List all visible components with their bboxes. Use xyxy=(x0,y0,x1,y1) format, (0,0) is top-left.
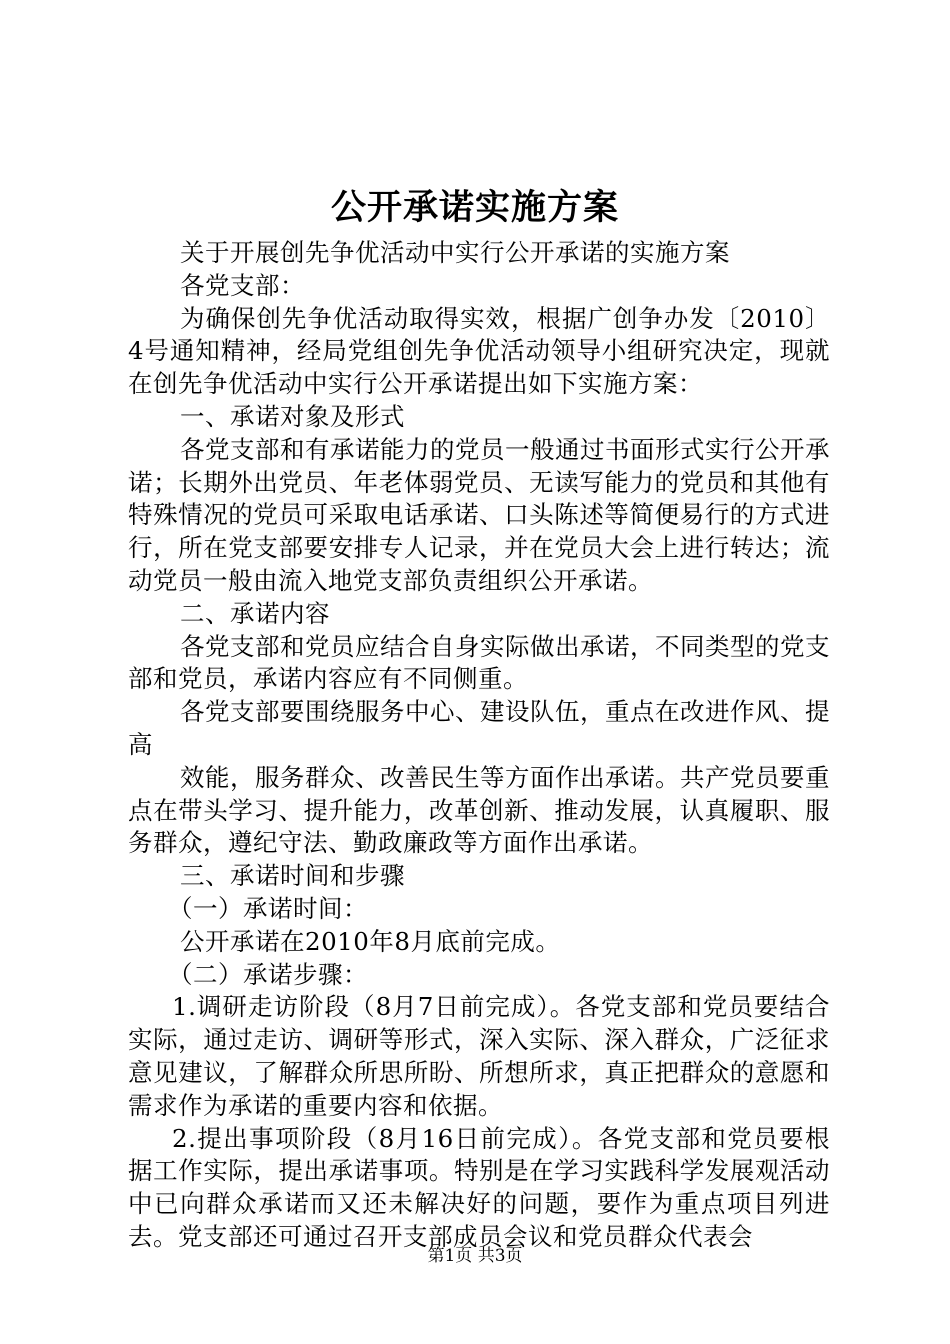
subsection-heading-2: （二）承诺步骤： xyxy=(168,959,368,989)
paragraph-section-2b: 各党支部要围绕服务中心、建设队伍，重点在改进作风、提高 xyxy=(128,697,830,759)
paragraph-intro: 为确保创先争优活动取得实效，根据广创争办发〔2010〕4号通知精神，经局党组创先争优活动领导小组研究决定，现就在创先争优活动中实行公开承诺提出如下实施方案： xyxy=(128,303,830,399)
paragraph-subsection-1: 公开承诺在2010年8月底前完成。 xyxy=(180,926,561,956)
page-number-label: 第1页 共3页 xyxy=(427,1246,523,1266)
paragraph-step-1: 1.调研走访阶段（8月7日前完成）。各党支部和党员要结合实际，通过走访、调研等形式，深入实际、深入群众，广泛征求意见建议，了解群众所思所盼、所想所求，真正把群众的意愿和需求作为承诺的重要内容和依据。 xyxy=(128,992,830,1120)
paragraph-section-2c: 效能，服务群众、改善民生等方面作出承诺。共产党员要重点在带头学习、提升能力，改革创新、推动发展，认真履职、服务群众，遵纪守法、勤政廉政等方面作出承诺。 xyxy=(128,762,830,858)
paragraph-section-1: 各党支部和有承诺能力的党员一般通过书面形式实行公开承诺；长期外出党员、年老体弱党员、无读写能力的党员和其他有特殊情况的党员可采取电话承诺、口头陈述等简便易行的方式进行，所在党支部要安排专人记录，并在党员大会上进行转达；流动党员一般由流入地党支部负责组织公开承诺。 xyxy=(128,434,830,595)
paragraph-step-2: 2.提出事项阶段（8月16日前完成）。各党支部和党员要根据工作实际，提出承诺事项。特别是在学习实践科学发展观活动中已向群众承诺而又还未解决好的问题，要作为重点项目列进去。党支部还可通过召开支部成员会议和党员群众代表会 xyxy=(128,1123,830,1251)
paragraph-section-2a: 各党支部和党员应结合自身实际做出承诺，不同类型的党支部和党员，承诺内容应有不同侧重。 xyxy=(128,631,830,694)
section-heading-3: 三、承诺时间和步骤 xyxy=(180,861,405,891)
document-body xyxy=(128,237,830,1254)
section-heading-1: 一、承诺对象及形式 xyxy=(180,401,405,431)
document-title: 公开承诺实施方案 xyxy=(330,187,619,228)
subsection-heading-1: （一）承诺时间： xyxy=(168,893,368,923)
page-footer xyxy=(0,1244,950,1268)
paragraph-salutation: 各党支部： xyxy=(180,270,305,300)
paragraph-subtitle: 关于开展创先争优活动中实行公开承诺的实施方案 xyxy=(180,238,730,267)
section-heading-2: 二、承诺内容 xyxy=(180,598,330,628)
